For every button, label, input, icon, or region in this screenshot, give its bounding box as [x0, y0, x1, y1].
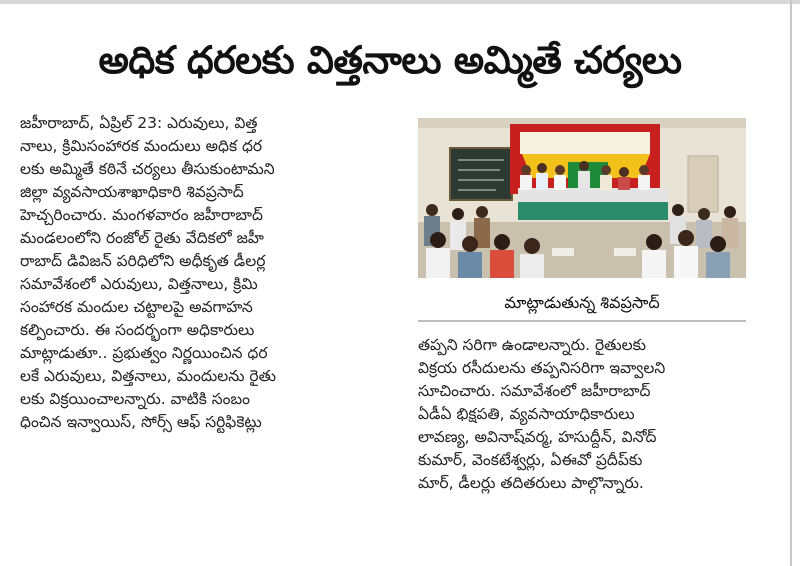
- article-line: సంహారక మందుల చట్టాలపై అవగాహన: [20, 298, 253, 316]
- left-column: [20, 112, 408, 434]
- article-line: లావణ్య, అవినాష్‌వర్మ, హసుద్దీన్, వినోద్: [418, 428, 657, 446]
- article-line: లకు అమ్మితే కఠినే చర్యలు తీసుకుంటామని: [20, 160, 275, 178]
- photo-caption: మాట్లాడుతున్న శివప్రసాద్: [418, 286, 746, 322]
- article-line: హెచ్చరించారు. మంగళవారం జహీరాబాద్: [20, 206, 263, 224]
- article-line: లకు విక్రయించాలన్నారు. వాటికి సంబం: [20, 390, 250, 408]
- top-rule: [0, 0, 800, 4]
- headline: అధిక ధరలకు విత్తనాలు అమ్మితే చర్యలు: [98, 38, 682, 82]
- article-line: కల్పించారు. ఈ సందర్భంగా అధికారులు: [20, 321, 255, 339]
- article-line: విక్రయ రసీదులను తప్పనిసరిగా ఇవ్వాలని: [418, 359, 666, 377]
- article-line: తప్పని సరిగా ఉండాలన్నారు. రైతులకు: [418, 336, 647, 354]
- article-line: ఏడీఏ భిక్షపతి, వ్యవసాయాధికారులు: [418, 405, 635, 423]
- article-line: మాట్లాడుతూ.. ప్రభుత్వం నిర్ణయించిన ధర: [20, 344, 268, 362]
- article-line: మండలంలోని రంజోల్ రైతు వేదికలో జహీ: [20, 229, 264, 247]
- article-line: సూచించారు. సమావేశంలో జహీరాబాద్: [418, 382, 651, 400]
- right-column: [418, 334, 754, 495]
- article-line: ధించిన ఇన్వాయిస్, సోర్స్ ఆఫ్ సర్టిఫికెట్లు: [20, 413, 262, 431]
- article-line: జహీరాబాద్, ఏప్రిల్ 23: ఎరువులు, విత్త: [20, 114, 258, 132]
- article-line: జిల్లా వ్యవసాయశాఖాధికారి శివప్రసాద్: [20, 183, 244, 201]
- column-divider: [790, 0, 792, 566]
- meeting-photo-illustration: [418, 118, 746, 278]
- article-line: రాబాద్ డివిజన్ పరిధిలోని అధీకృత డీలర్ల: [20, 252, 266, 270]
- article-line: కుమార్, వెంకటేశ్వర్లు, ఏఈవో ప్రదీప్‌కు: [418, 451, 643, 469]
- article-line: నాలు, క్రిమిసంహారక మందులు అధిక ధర: [20, 137, 263, 155]
- meeting-photo: [418, 118, 746, 278]
- article-line: మార్, డీలర్లు తదితరులు పాల్గొన్నారు.: [418, 474, 644, 492]
- article-line: సమావేశంలో ఎరువులు, విత్తనాలు, క్రిమి: [20, 275, 258, 293]
- article-line: లకే ఎరువులు, విత్తనాలు, మందులను రైతు: [20, 367, 276, 385]
